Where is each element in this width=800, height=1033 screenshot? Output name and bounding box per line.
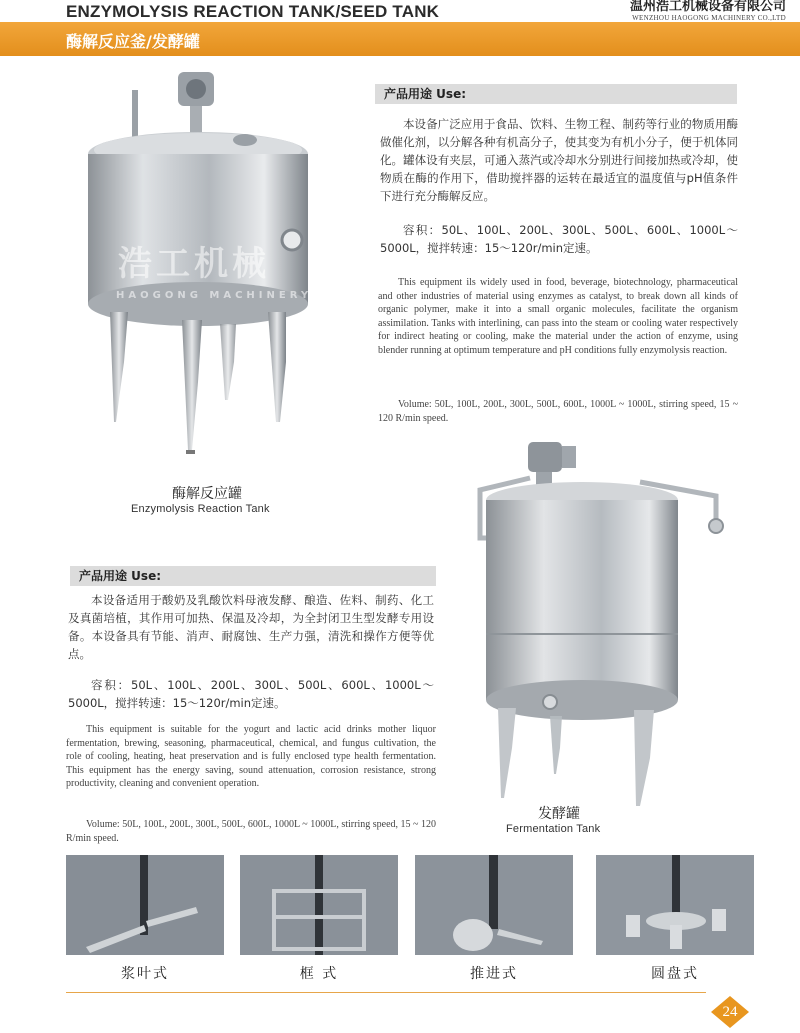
company-name-en: WENZHOU HAOGONG MACHINERY CO.,LTD — [632, 14, 786, 22]
frame-agitator-icon — [240, 855, 398, 955]
agitator-thumb-paddle — [66, 855, 224, 989]
fermentation-description-en: This equipment is suitable for the yogurt and lactic acid drinks mother liquor fermentation, brewing, seasoning, pharmaceutical, chemical, and fungus cultivation, the role of cooling, heating, heat preservation and is fully enclosed type health fermentation. This equipment has the energy saving, sound attenuation, corrosion resistance, strong productivity, cleaning and convenient operation. — [66, 724, 436, 790]
band-title: 酶解反应釜/发酵罐 — [66, 32, 200, 51]
agitator-thumb-frame — [240, 855, 398, 989]
disc-agitator-icon — [596, 855, 754, 955]
agitator-thumb-disc — [596, 855, 754, 989]
paddle-agitator-icon — [66, 855, 224, 955]
enzymolysis-description-en: This equipment ils widely used in food, beverage, biotechnology, pharmaceutical and other industries of material using enzymes as catalyst, to break down all kinds of organic polymer, make it into a small organic molecules, facilitate the organism assimilation. Tanks with interlining, can pass into the steam or cooling water respectively for indirect heating or cooling, make the material under the action of enzyme, using blender running at optimum temperature and pH conditions fully enzymolysis reaction. — [378, 277, 738, 356]
propeller-agitator-icon — [415, 855, 573, 955]
enzymolysis-caption-en: Enzymolysis Reaction Tank — [131, 503, 270, 515]
enzymolysis-description-cn: 本设备广泛应用于食品、饮料、生物工程、制药等行业的物质用酶做催化剂，以分解各种有机高分子，使其变为有机小分子，便于机体同化。罐体设有夹层，可通入蒸汽或冷却水分别进行间接加热或冷却，使物质在酶的作用下，借助搅拌器的运转在最适宜的温度值与pH值条件下进行充分酶解反应。 — [380, 117, 738, 203]
fermentation-volume-cn: 容积：50L、100L、200L、300L、500L、600L、1000L～5000L，搅拌转速：15～120r/min定速。 — [68, 678, 434, 710]
watermark-en: HAOGONG MACHINERY — [116, 290, 313, 301]
agitator-thumb-propeller — [415, 855, 573, 989]
page-number: 24 — [722, 1004, 738, 1020]
agitator-label-paddle: 浆叶式 — [121, 966, 169, 982]
company-block — [630, 0, 786, 23]
title-band — [0, 22, 800, 56]
enzymolysis-section-header: 产品用途 Use: — [375, 84, 737, 104]
enzymolysis-volume-cn: 容积：50L、100L、200L、300L、500L、600L、1000L～5000L，搅拌转速：15～120r/min定速。 — [380, 223, 738, 255]
enzymolysis-volume-en: Volume: 50L, 100L, 200L, 300L, 500L, 600L, 1000L ~ 1000L, stirring speed, 15 ~ 120 R/min speed. — [378, 399, 738, 424]
agitator-label-frame: 框 式 — [299, 966, 339, 982]
fermentation-section-header: 产品用途 Use: — [70, 566, 436, 586]
fermentation-tank-image — [470, 438, 740, 808]
agitator-label-propeller: 推进式 — [470, 966, 518, 982]
page-number-badge — [711, 996, 749, 1028]
fermentation-description-cn: 本设备适用于酸奶及乳酸饮料母液发酵、酿造、佐料、制药、化工及真菌培植，其作用可加热、保温及冷却，为全封闭卫生型发酵专用设备。本设备具有节能、消声、耐腐蚀、生产力强，清洗和操作方便等优点。 — [68, 593, 434, 661]
agitator-label-disc: 圆盘式 — [651, 966, 699, 982]
company-name-cn: 温州浩工机械设备有限公司 — [629, 0, 786, 14]
watermark-cn: 浩工机械 — [118, 244, 270, 284]
fermentation-caption-cn: 发酵罐 — [538, 806, 580, 822]
footer-divider — [66, 992, 706, 993]
fermentation-volume-en: Volume: 50L, 100L, 200L, 300L, 500L, 600L, 1000L ~ 1000L, stirring speed, 15 ~ 120 R/min speed. — [66, 819, 436, 844]
enzymolysis-caption-cn: 酶解反应罐 — [172, 486, 242, 502]
header-title: ENZYMOLYSIS REACTION TANK/SEED TANK — [66, 2, 440, 21]
fermentation-caption-en: Fermentation Tank — [506, 823, 601, 835]
